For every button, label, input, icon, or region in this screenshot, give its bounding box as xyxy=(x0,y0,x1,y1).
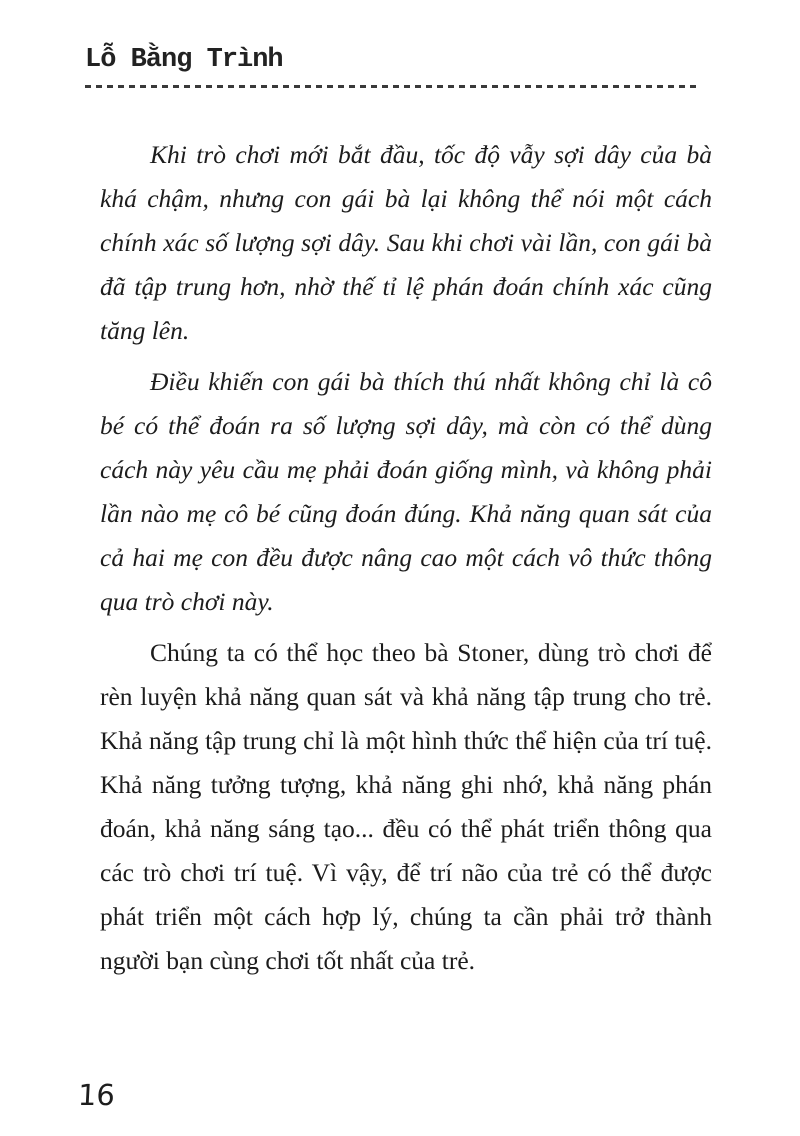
paragraph-2: Điều khiến con gái bà thích thú nhất không chỉ là cô bé có thể đoán ra số lượng sợi dây, mà còn có thể dùng cách này yêu cầu mẹ phải đoán giống mình, và không phải lần nào mẹ cô bé cũng đoán đúng. Khả năng quan sát của cả hai mẹ con đều được nâng cao một cách vô thức thông qua trò chơi này. xyxy=(100,367,712,616)
header-divider xyxy=(85,84,697,88)
author-name: Lỗ Bằng Trình xyxy=(85,45,283,75)
running-header xyxy=(85,44,697,88)
body-text xyxy=(100,133,712,990)
paragraph-3: Chúng ta có thể học theo bà Stoner, dùng trò chơi để rèn luyện khả năng quan sát và khả năng tập trung cho trẻ. Khả năng tập trung chỉ là một hình thức thể hiện của trí tuệ. Khả năng tưởng tượng, khả năng ghi nhớ, khả năng phán đoán, khả năng sáng tạo... đều có thể phát triển thông qua các trò chơi trí tuệ. Vì vậy, để trí não của trẻ có thể được phát triển một cách hợp lý, chúng ta cần phải trở thành người bạn cùng chơi tốt nhất của trẻ. xyxy=(100,638,712,975)
page-number: 16 xyxy=(77,1078,116,1112)
paragraph-1: Khi trò chơi mới bắt đầu, tốc độ vẫy sợi dây của bà khá chậm, nhưng con gái bà lại không thể nói một cách chính xác số lượng sợi dây. Sau khi chơi vài lần, con gái bà đã tập trung hơn, nhờ thế tỉ lệ phán đoán chính xác cũng tăng lên. xyxy=(100,140,712,345)
